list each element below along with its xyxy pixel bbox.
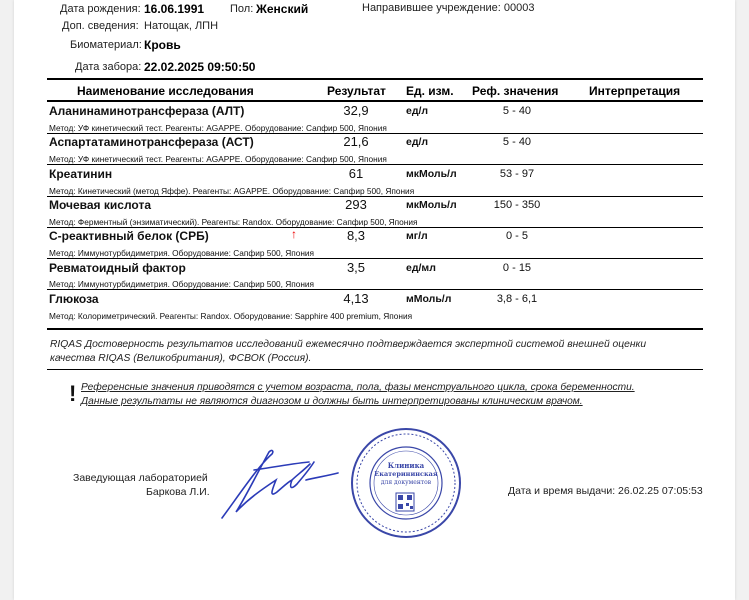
- sex-label: Пол:: [230, 3, 254, 15]
- test-ref: 3,8 - 6,1: [496, 293, 538, 305]
- riqas-note-line1: RIQAS Достоверность результатов исследований ежемесячно подтверждается экспертной системой внешней оценки: [50, 339, 647, 350]
- test-result: 4,13: [343, 291, 369, 306]
- test-name: Аланинаминотрансфераза (АЛТ): [49, 104, 245, 118]
- header-unit: Ед. изм.: [406, 84, 454, 98]
- test-ref: 53 - 97: [499, 168, 535, 180]
- test-name: Мочевая кислота: [49, 198, 151, 212]
- signature-icon: [214, 440, 344, 525]
- test-ref: 150 - 350: [493, 199, 541, 211]
- header-interpretation: Интерпретация: [589, 84, 681, 98]
- test-unit: мкМоль/л: [406, 168, 457, 180]
- test-result: 21,6: [343, 134, 369, 149]
- test-method: Метод: Кинетический (метод Яффе). Реагенты: AGAPPE. Оборудование: Сапфир 500, Япония: [49, 186, 415, 196]
- test-ref: 0 - 5: [505, 230, 528, 242]
- dob-value: 16.06.1991: [144, 2, 205, 16]
- test-name: Аспартатаминотрансфераза (АСТ): [49, 135, 254, 149]
- test-method: Метод: Ферментный (энзиматический). Реагенты: Randox. Оборудование: Сапфир 500, Япония: [49, 217, 418, 227]
- test-method: Метод: УФ кинетический тест. Реагенты: AGAPPE. Оборудование: Сапфир 500, Япония: [49, 123, 387, 133]
- extra-label: Доп. сведения:: [62, 20, 139, 32]
- test-result: 32,9: [343, 103, 369, 118]
- stamp-text-3: для документов: [380, 479, 432, 486]
- collection-label: Дата забора:: [75, 61, 142, 73]
- biomaterial-label: Биоматериал:: [70, 39, 142, 51]
- header-bottom-rule: [47, 100, 703, 102]
- test-result: 3,5: [346, 260, 366, 275]
- disclaimer-line2: Данные результаты не являются диагнозом и должны быть интерпретированы клиническим врачом.: [81, 396, 583, 407]
- riqas-rule: [47, 369, 703, 370]
- test-ref: 5 - 40: [502, 136, 532, 148]
- table-bottom-rule: [47, 328, 703, 330]
- institution-text: Направившее учреждение: 00003: [362, 2, 535, 14]
- riqas-note-line2: качества RIQAS (Великобритания), ФСВОК (Россия).: [50, 353, 312, 364]
- test-unit: ед/л: [406, 136, 429, 148]
- test-result: 8,3: [346, 228, 366, 243]
- dob-label: Дата рождения:: [60, 3, 141, 15]
- disclaimer-line1: Референсные значения приводятся с учетом возраста, пола, фазы менструального цикла, срока беременности.: [81, 382, 635, 393]
- warning-icon: !: [69, 381, 77, 406]
- high-flag-arrow-icon: ↑: [291, 227, 297, 241]
- stamp-text-1: Клиника: [387, 461, 425, 470]
- sex-value: Женский: [256, 2, 309, 16]
- header-name: Наименование исследования: [77, 84, 254, 98]
- row-rule: [47, 258, 703, 259]
- test-name: С-реактивный белок (СРБ): [49, 229, 209, 243]
- clinic-stamp: [350, 427, 462, 539]
- test-method: Метод: Колориметрический. Реагенты: Randox. Оборудование: Sapphire 400 premium, Япония: [49, 311, 413, 321]
- header-result: Результат: [327, 84, 386, 98]
- test-ref: 5 - 40: [502, 105, 532, 117]
- test-result: 293: [345, 197, 367, 212]
- test-name: Креатинин: [49, 167, 113, 181]
- test-method: Метод: УФ кинетический тест. Реагенты: AGAPPE. Оборудование: Сапфир 500, Япония: [49, 154, 387, 164]
- test-unit: ед/л: [406, 105, 429, 117]
- test-unit: мМоль/л: [406, 293, 452, 305]
- row-rule: [47, 164, 703, 165]
- extra-value: Натощак, ЛПН: [144, 20, 219, 32]
- test-method: Метод: Иммунотурбидиметрия. Оборудование: Сапфир 500, Япония: [49, 279, 315, 289]
- collection-value: 22.02.2025 09:50:50: [144, 60, 256, 74]
- head-name: Баркова Л.И.: [146, 486, 210, 498]
- test-unit: мкМоль/л: [406, 199, 457, 211]
- test-result: 61: [348, 166, 364, 181]
- stamp-text-2: Екатерининская: [374, 470, 438, 478]
- issued-datetime: Дата и время выдачи: 26.02.25 07:05:53: [508, 485, 703, 497]
- test-unit: ед/мл: [406, 262, 436, 274]
- test-method: Метод: Иммунотурбидиметрия. Оборудование: Сапфир 500, Япония: [49, 248, 315, 258]
- lab-report-page: [14, 0, 735, 600]
- test-name: Глюкоза: [49, 292, 99, 306]
- biomaterial-value: Кровь: [144, 38, 181, 52]
- test-name: Ревматоидный фактор: [49, 261, 186, 275]
- table-top-rule: [47, 78, 703, 80]
- head-title: Заведующая лабораторией: [73, 472, 208, 484]
- test-unit: мг/л: [406, 230, 428, 242]
- test-ref: 0 - 15: [502, 262, 532, 274]
- header-ref: Реф. значения: [472, 84, 559, 98]
- row-rule: [47, 289, 703, 290]
